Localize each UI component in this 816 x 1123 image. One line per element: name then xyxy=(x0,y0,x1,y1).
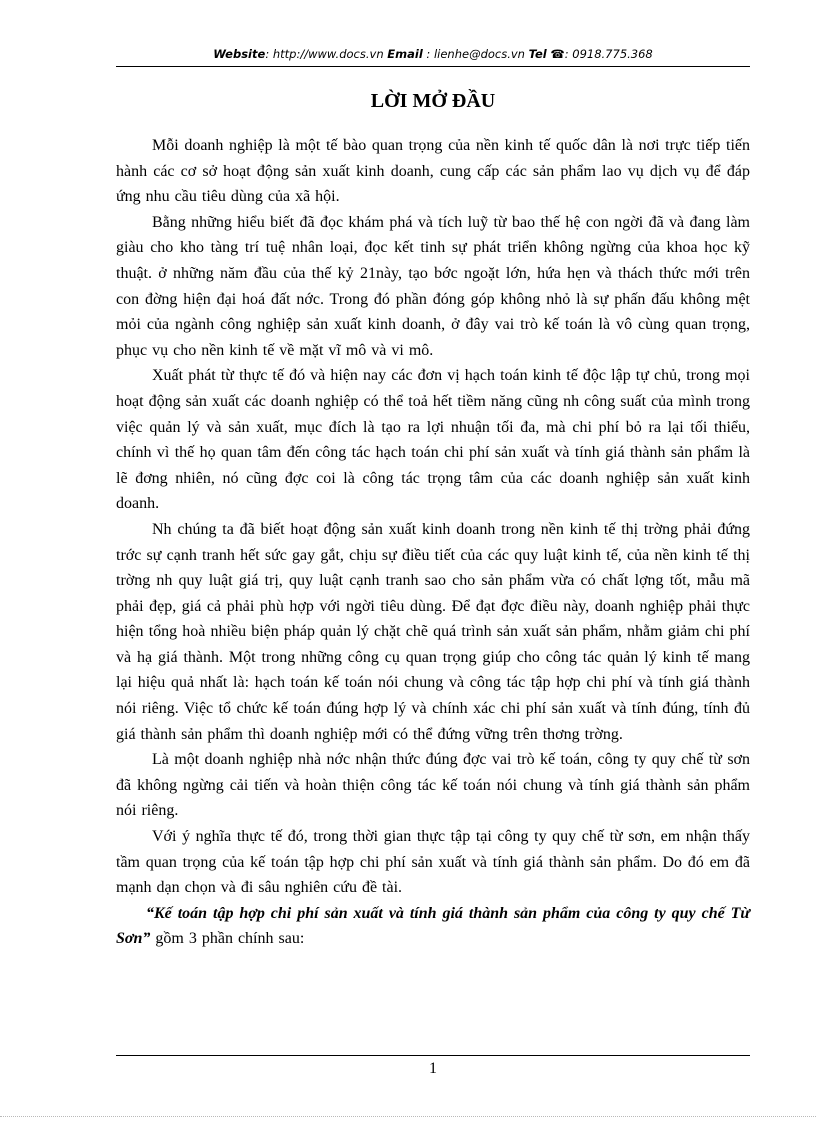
header-divider xyxy=(116,66,750,67)
website-label: Website xyxy=(213,47,266,61)
website-url[interactable]: http://www.docs.vn xyxy=(272,47,384,61)
page-title: LỜI MỞ ĐẦU xyxy=(370,90,496,112)
document-body xyxy=(116,133,750,952)
page-number: 1 xyxy=(429,1060,437,1077)
body-paragraph: Mỗi doanh nghiệp là một tế bào quan trọng của nền kinh tế quốc dân là nơi trực tiếp tiến hành các cơ sở hoạt động sản xuất kinh doanh, cung cấp các sản phẩm lao vụ dịch vụ để đáp ứng nhu cầu tiêu dùng của xã hội. xyxy=(116,137,750,206)
body-paragraph: Xuất phát từ thực tế đó và hiện nay các đơn vị hạch toán kinh tế độc lập tự chủ, trong mọi hoạt động sản xuất các doanh nghiệp có thể toả hết tiềm năng cũng nh công suất của mình trong việc quản lý và sản xuất, mục đích là tạo ra lợi nhuận tối đa, mà chi phí bỏ ra lại tối thiểu, chính vì thế họ quan tâm đến công tác hạch toán chi phí sản xuất và tính giá thành sản phẩm là lẽ đơng nhiên, nó cũng đợc coi là công tác trọng tâm của các doanh nghiệp sản xuất kinh doanh. xyxy=(116,367,750,513)
website-separator: : xyxy=(265,47,273,61)
email-separator: : xyxy=(422,47,434,61)
body-paragraph: Là một doanh nghiệp nhà nớc nhận thức đúng đợc vai trò kế toán, công ty quy chế từ sơn đã không ngừng cải tiến và hoàn thiện công tác kế toán nói chung và tính giá thành sản phẩm nói riêng. xyxy=(116,751,750,820)
footer-divider xyxy=(116,1055,750,1056)
body-paragraph: Bằng những hiểu biết đã đọc khám phá và tích luỹ từ bao thế hệ con ngời đã và đang làm giàu cho kho tàng trí tuệ nhân loại, đọc kết tinh sự phát triển không ngừng của khoa học kỹ thuật. ở những năm đầu của thế kỷ 21này, tạo bớc ngoặt lớn, hứa hẹn và thách thức mới trên con đờng hiện đại hoá đất nớc. Trong đó phần đóng góp không nhỏ là sự phấn đấu không mệt mỏi của ngành công nghiệp sản xuất kinh doanh, ở đây vai trò kế toán là vô cùng quan trọng, phục vụ cho nền kinh tế về mặt vĩ mô và vi mô. xyxy=(116,213,750,359)
phone-icon: ☎ xyxy=(550,47,565,61)
tel-label: Tel xyxy=(528,47,547,61)
email-label: Email xyxy=(387,47,423,61)
body-paragraph: Nh chúng ta đã biết hoạt động sản xuất kinh doanh trong nền kinh tế thị trờng phải đứng trớc sự cạnh tranh hết sức gay gắt, chịu sự điều tiết của các quy luật kinh tế, của nền kinh tế thị trờng nh quy luật giá trị, quy luật cạnh tranh sao cho sản phẩm vừa có chất lợng tốt, mẫu mã phải đẹp, giá cả phải phù hợp với ngời tiêu dùng. Để đạt đợc điều này, doanh nghiệp phải thực hiện tổng hoà nhiều biện pháp quản lý chặt chẽ quá trình sản xuất sản phẩm, nhằm giảm chi phí và hạ giá thành. Một trong những công cụ quan trọng giúp cho công tác quản lý kinh tế mang lại hiệu quả nhất là: hạch toán kế toán nói chung và công tác tập hợp chi phí và tính giá thành nói riêng. Việc tổ chức kế toán đúng hợp lý và chính xác chi phí sản xuất và tính đúng, tính đủ giá thành sản phẩm thì doanh nghiệp mới có thể đứng vững trên thơng trờng. xyxy=(116,520,750,743)
thesis-title: “Kế toán tập hợp chi phí sản xuất và tính giá thành sản phẩm của công ty quy chế Từ Sơn” xyxy=(116,904,750,948)
phone-number: : 0918.775.368 xyxy=(564,47,653,61)
body-paragraph: Với ý nghĩa thực tế đó, trong thời gian thực tập tại công ty quy chế từ sơn, em nhận thấy tầm quan trọng của kế toán tập hợp chi phí sản xuất và tính giá thành sản phẩm. Do đó em đã mạnh dạn chọn và đi sâu nghiên cứu đề tài. xyxy=(116,828,750,897)
page-edge-divider xyxy=(0,1116,816,1117)
thesis-title-rest: gồm 3 phần chính sau: xyxy=(150,930,305,948)
email-address[interactable]: lienhe@docs.vn xyxy=(433,47,525,61)
page-header xyxy=(116,46,750,62)
thesis-title-paragraph xyxy=(116,901,750,952)
